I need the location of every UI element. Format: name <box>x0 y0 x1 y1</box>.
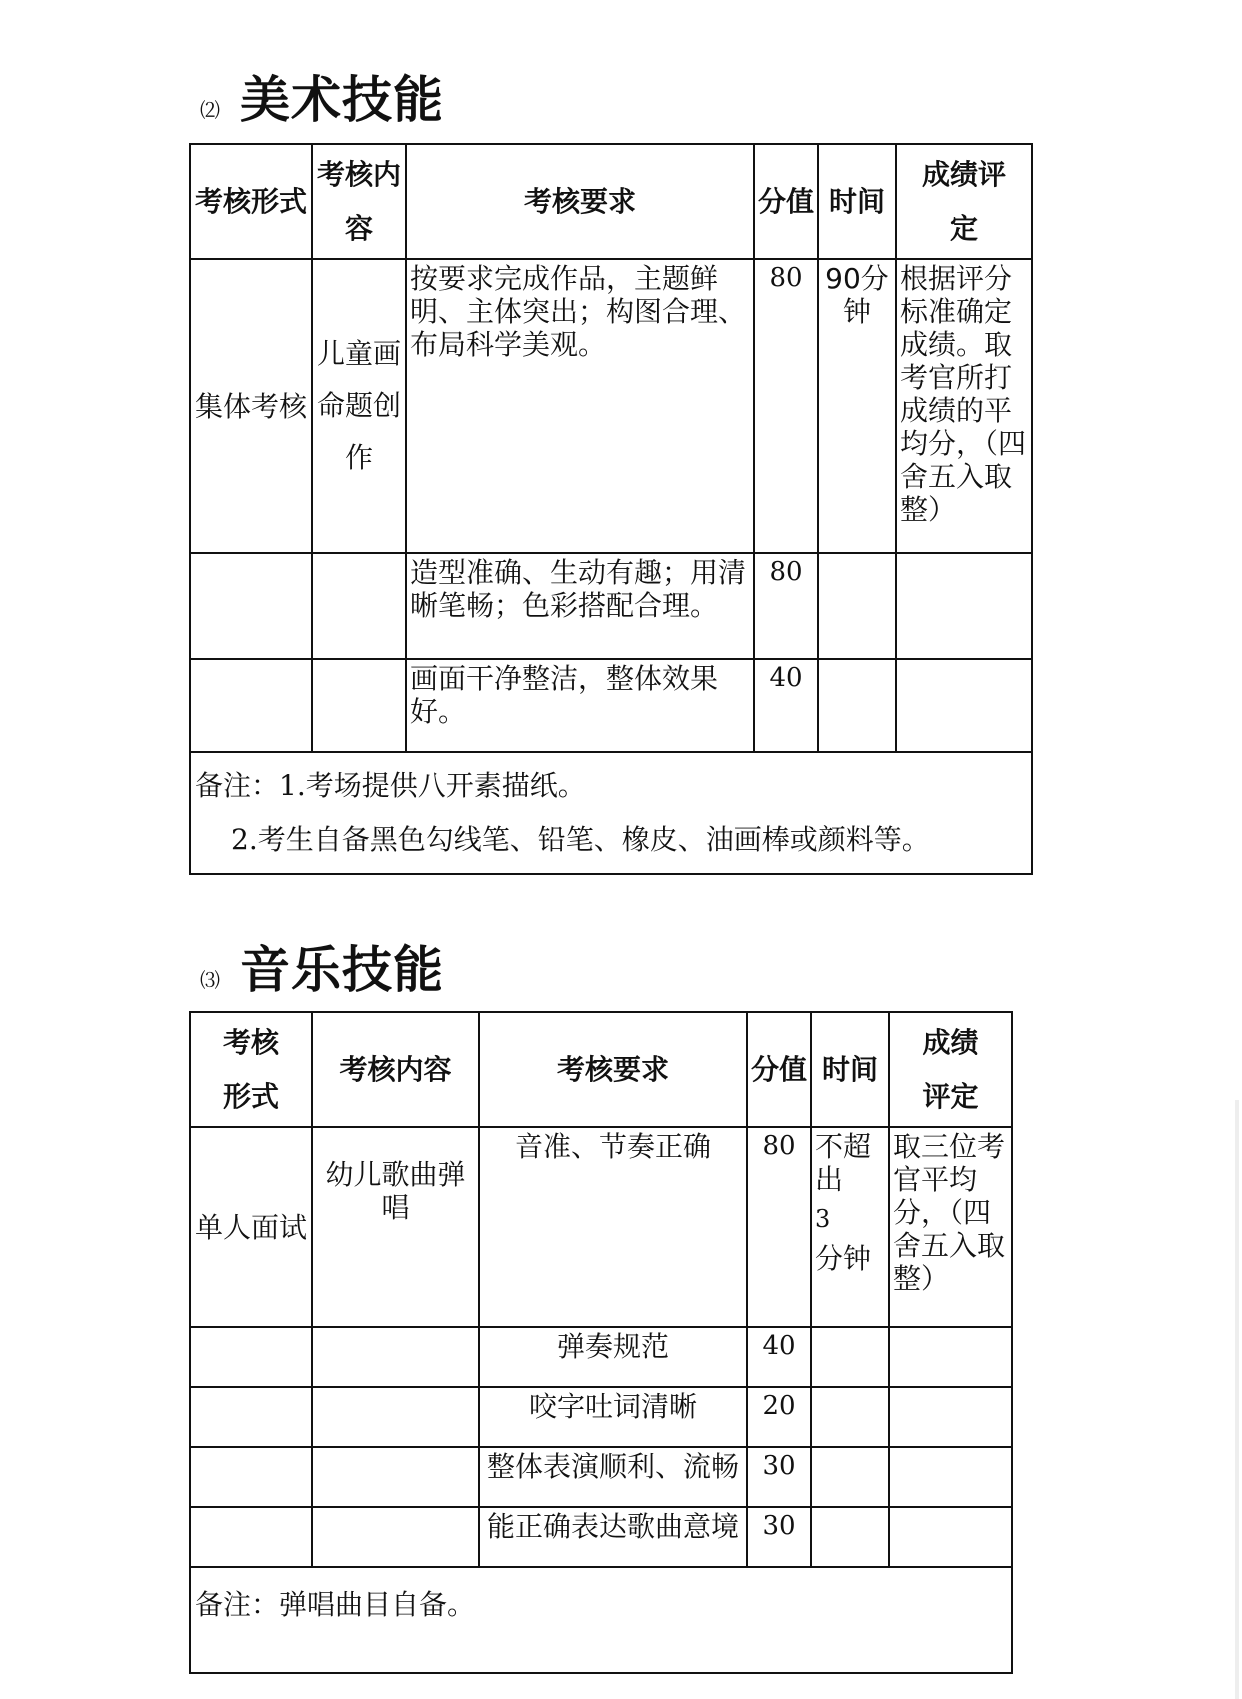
header-content: 考核内容 <box>312 144 406 259</box>
section-heading: 美术技能 <box>240 71 444 129</box>
requirement-cell: 咬字吐词清晰 <box>479 1387 747 1447</box>
table-row <box>190 1447 1012 1507</box>
table-row <box>190 1127 1012 1327</box>
section-title-art <box>200 60 444 132</box>
table-header-row <box>190 1012 1012 1127</box>
notes-cell: 备注：弹唱曲目自备。 <box>190 1567 1012 1673</box>
table-row <box>190 259 1032 553</box>
note-line-2: 2.考生自备黑色勾线笔、铅笔、橡皮、油画棒或颜料等。 <box>231 823 930 856</box>
page-edge-divider <box>1235 1100 1239 1699</box>
table-row <box>190 659 1032 752</box>
music-assessment-table <box>189 1011 1013 1674</box>
score-cell: 30 <box>747 1507 811 1567</box>
note-line-1: 备注：1.考场提供八开素描纸。 <box>195 769 586 802</box>
score-cell: 40 <box>754 659 818 752</box>
requirement-cell: 造型准确、生动有趣；用清晰笔畅；色彩搭配合理。 <box>406 553 754 659</box>
header-form: 考核形式 <box>190 144 312 259</box>
art-assessment-table <box>189 143 1033 875</box>
grade-cell: 取三位考官平均分，（四舍五入取整） <box>889 1127 1012 1327</box>
form-cell: 集体考核 <box>190 259 312 553</box>
table-header-row <box>190 144 1032 259</box>
content-cell: 儿童画命题创作 <box>312 259 406 553</box>
notes-cell <box>190 752 1032 874</box>
score-cell: 20 <box>747 1387 811 1447</box>
requirement-cell: 音准、节奏正确 <box>479 1127 747 1327</box>
table-row <box>190 1327 1012 1387</box>
header-score: 分值 <box>747 1012 811 1127</box>
section-title-music <box>200 930 444 1002</box>
header-requirement: 考核要求 <box>406 144 754 259</box>
requirement-cell: 按要求完成作品，主题鲜明、主体突出；构图合理、 布局科学美观。 <box>406 259 754 553</box>
score-cell: 80 <box>747 1127 811 1327</box>
notes-row <box>190 1567 1012 1673</box>
table-row <box>190 1507 1012 1567</box>
header-content: 考核内容 <box>312 1012 479 1127</box>
header-form: 考核形式 <box>190 1012 312 1127</box>
header-grade: 成绩评定 <box>889 1012 1012 1127</box>
requirement-cell: 整体表演顺利、流畅 <box>479 1447 747 1507</box>
form-cell: 单人面试 <box>190 1127 312 1327</box>
requirement-cell: 弹奏规范 <box>479 1327 747 1387</box>
table-row <box>190 553 1032 659</box>
header-time: 时间 <box>818 144 896 259</box>
header-time: 时间 <box>811 1012 889 1127</box>
section-number: ⑵ <box>200 98 220 122</box>
header-score: 分值 <box>754 144 818 259</box>
score-cell: 80 <box>754 553 818 659</box>
header-requirement: 考核要求 <box>479 1012 747 1127</box>
header-grade: 成绩评定 <box>896 144 1032 259</box>
requirement-cell: 能正确表达歌曲意境 <box>479 1507 747 1567</box>
score-cell: 40 <box>747 1327 811 1387</box>
score-cell: 80 <box>754 259 818 553</box>
time-cell: 90分钟 <box>818 259 896 553</box>
section-heading: 音乐技能 <box>240 941 444 999</box>
table-row <box>190 1387 1012 1447</box>
score-cell: 30 <box>747 1447 811 1507</box>
section-number: ⑶ <box>200 968 220 992</box>
requirement-cell: 画面干净整洁，整体效果好。 <box>406 659 754 752</box>
time-cell: 不超出 3 分钟 <box>811 1127 889 1327</box>
notes-row <box>190 752 1032 874</box>
grade-cell: 根据评分标准确定成绩。取考官所打成绩的平均分，（四舍五入取整） <box>896 259 1032 553</box>
content-cell: 幼儿歌曲弹唱 <box>312 1127 479 1327</box>
